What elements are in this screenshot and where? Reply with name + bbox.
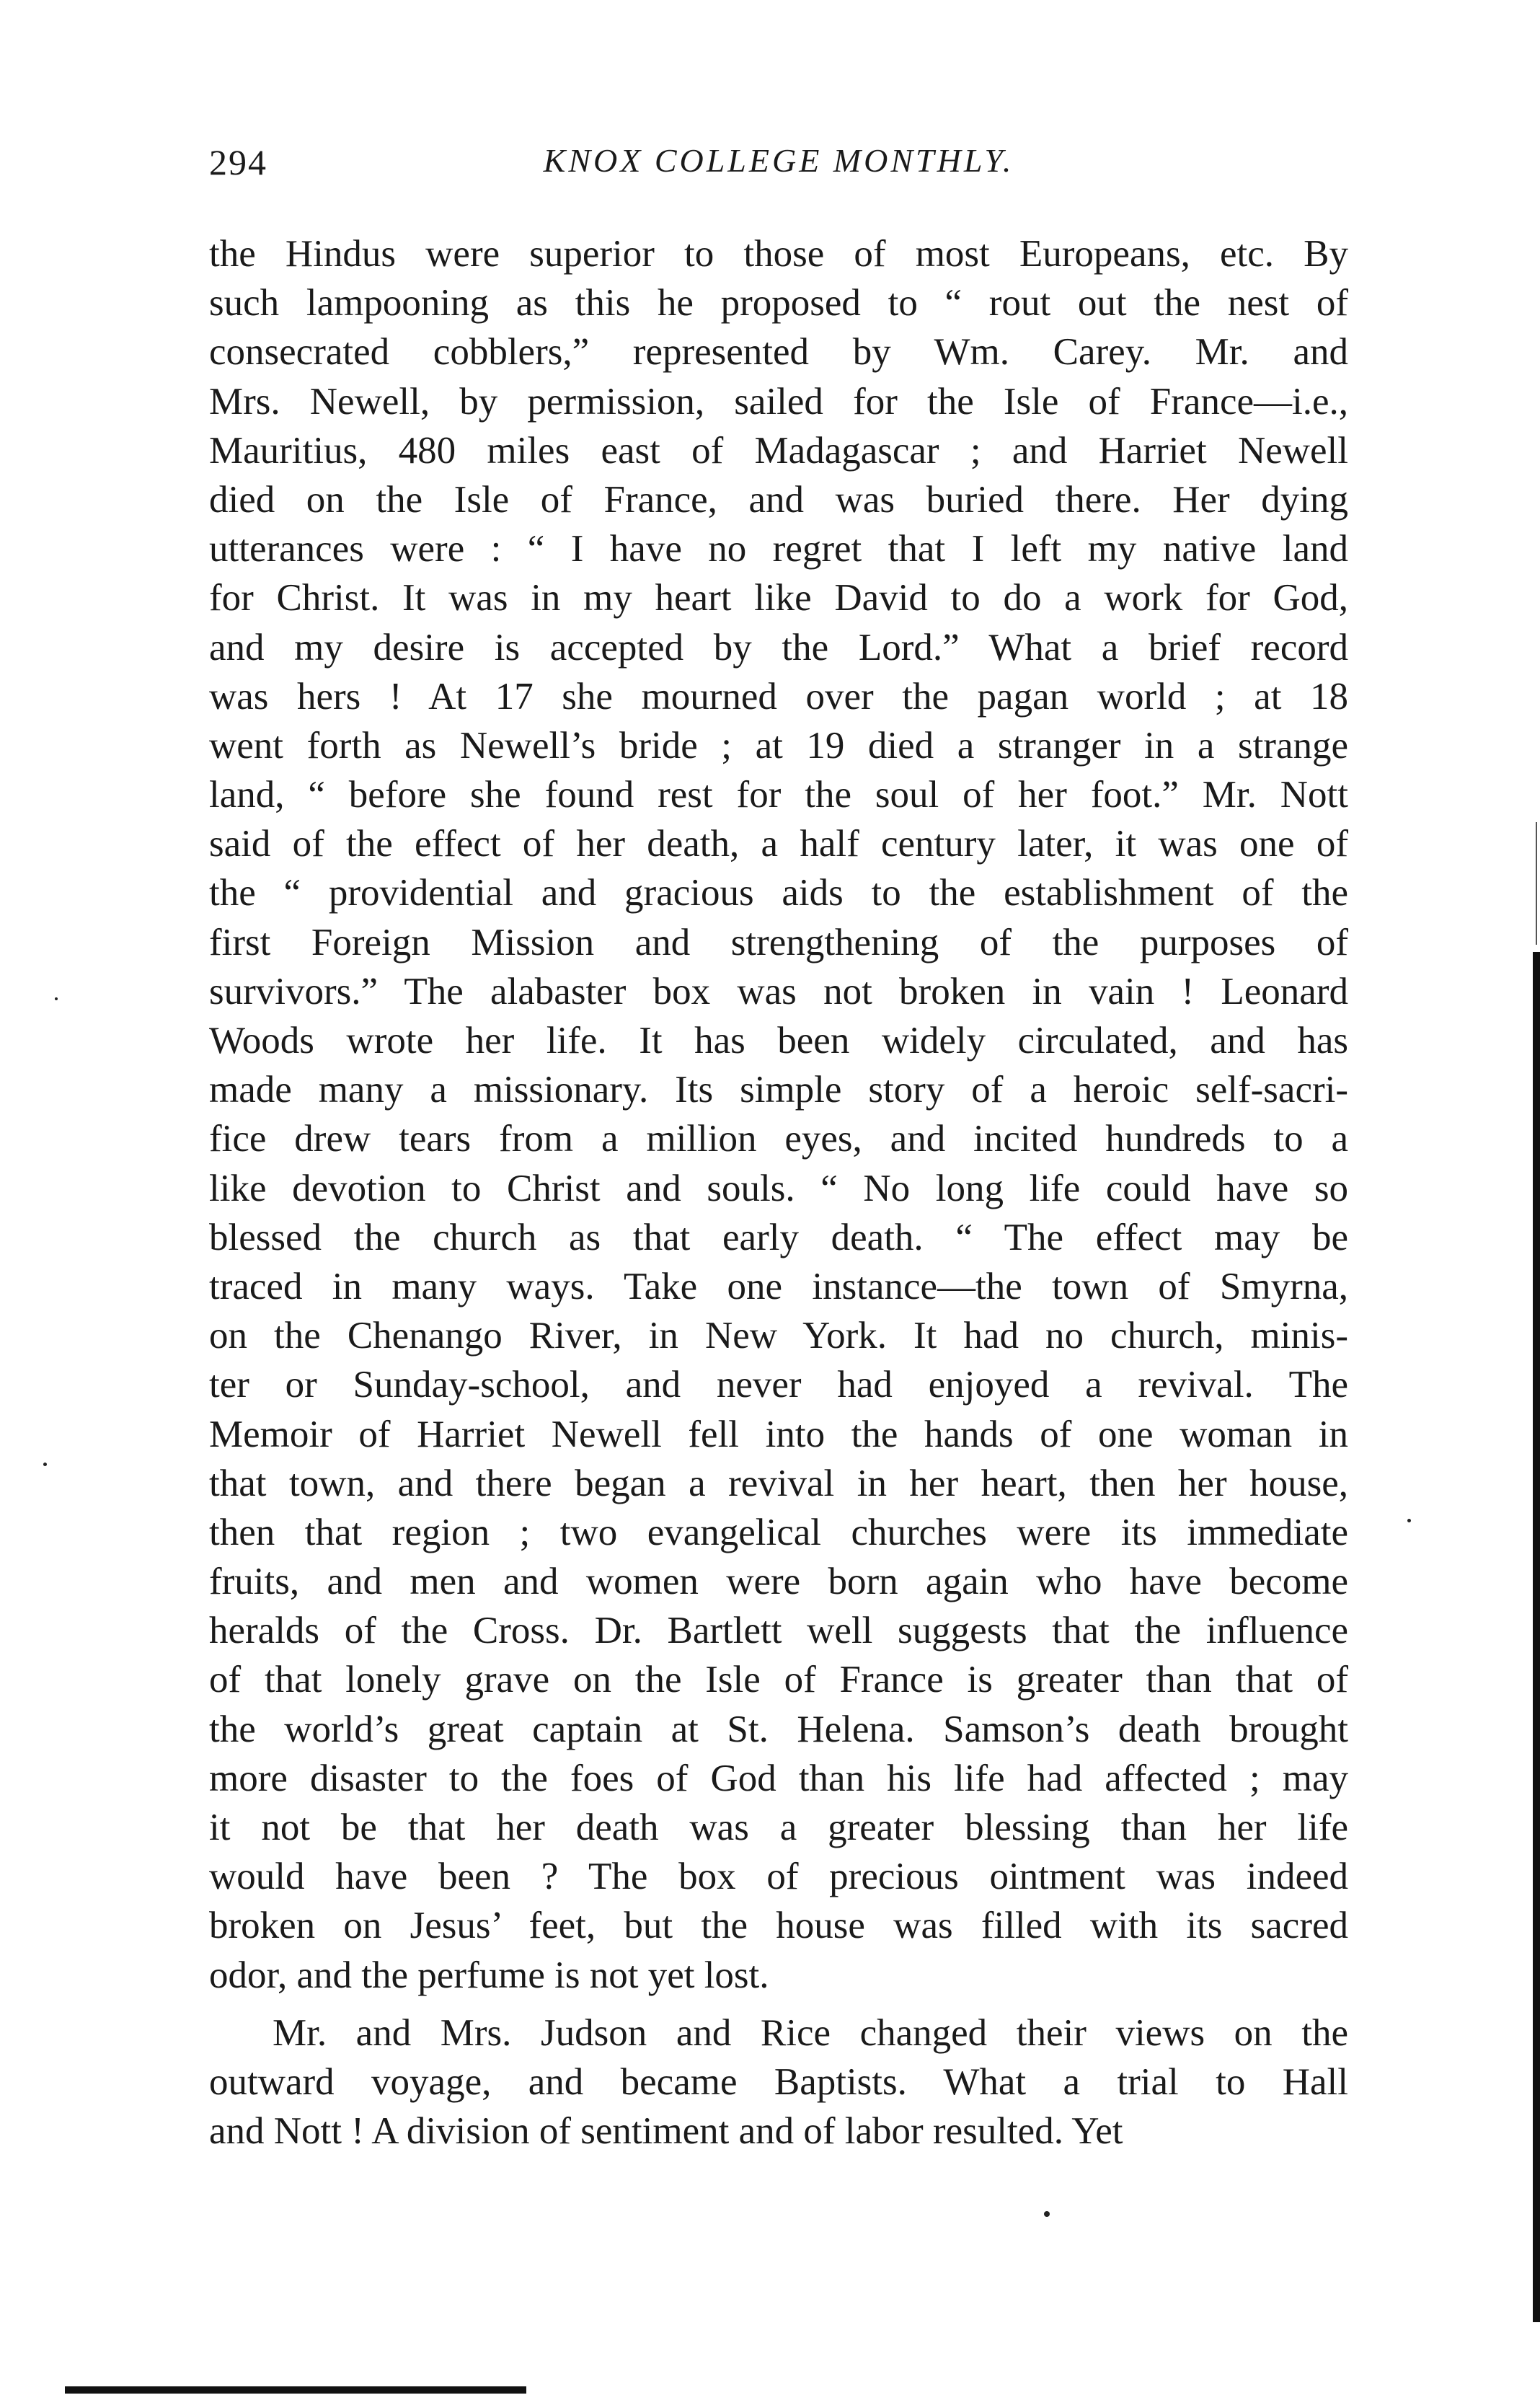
text-line: the Hindus were superior to those of most Europeans, etc. By <box>209 233 1348 275</box>
text-line: land, “ before she found rest for the soul of her foot.” Mr. Nott <box>209 774 1348 816</box>
text-line: the world’s great captain at St. Helena. Samson’s death brought <box>209 1708 1348 1750</box>
page-edge-mark <box>1536 822 1537 945</box>
ink-speck <box>43 1463 47 1466</box>
text-line: fice drew tears from a million eyes, and incited hundreds to a <box>209 1118 1348 1160</box>
text-line: was hers ! At 17 she mourned over the pagan world ; at 18 <box>209 675 1348 718</box>
text-line: utterances were : “ I have no regret that I left my native land <box>209 528 1348 570</box>
text-line: such lampooning as this he proposed to “ rout out the nest of <box>209 282 1348 325</box>
text-line: would have been ? The box of precious ointment was indeed <box>209 1856 1348 1898</box>
body-text <box>209 229 1348 2156</box>
bottom-rule <box>65 2386 526 2394</box>
text-line: on the Chenango River, in New York. It had no church, minis- <box>209 1315 1348 1357</box>
text-line: ter or Sunday-school, and never had enjoyed a revival. The <box>209 1364 1348 1406</box>
running-title: KNOX COLLEGE MONTHLY. <box>543 142 1014 179</box>
text-line: more disaster to the foes of God than his life had affected ; may <box>209 1757 1348 1799</box>
text-line: first Foreign Mission and strengthening of the purposes of <box>209 921 1348 963</box>
text-line: that town, and there began a revival in her heart, then her house, <box>209 1462 1348 1504</box>
text-line: odor, and the perfume is not yet lost. <box>209 1954 769 1996</box>
text-line: died on the Isle of France, and was buried there. Her dying <box>209 478 1348 521</box>
text-line: Mauritius, 480 miles east of Madagascar ; and Harriet Newell <box>209 429 1348 472</box>
ink-speck <box>1044 2211 1050 2217</box>
text-line: said of the effect of her death, a half century later, it was one of <box>209 823 1348 865</box>
ink-speck <box>55 997 58 1000</box>
text-line: of that lonely grave on the Isle of France is greater than that of <box>209 1659 1348 1701</box>
text-line: blessed the church as that early death. “ The effect may be <box>209 1216 1348 1258</box>
text-line: fruits, and men and women were born again who have become <box>209 1561 1348 1603</box>
paragraph <box>209 229 1348 2000</box>
text-line: traced in many ways. Take one instance—the town of Smyrna, <box>209 1265 1348 1307</box>
text-line: survivors.” The alabaster box was not broken in vain ! Leonard <box>209 970 1348 1013</box>
text-line: like devotion to Christ and souls. “ No long life could have so <box>209 1167 1348 1209</box>
text-line: Woods wrote her life. It has been widely circulated, and has <box>209 1020 1348 1062</box>
text-line: heralds of the Cross. Dr. Bartlett well suggests that the influence <box>209 1610 1348 1652</box>
text-line: Mrs. Newell, by permission, sailed for the Isle of France—i.e., <box>209 380 1348 423</box>
text-line: for Christ. It was in my heart like David to do a work for God, <box>209 577 1348 619</box>
page-edge-shadow <box>1533 952 1540 2322</box>
text-line: made many a missionary. Its simple story of a heroic self-sacri- <box>209 1069 1348 1111</box>
paragraph-gap <box>209 2000 1348 2008</box>
text-line: consecrated cobblers,” represented by Wm. Carey. Mr. and <box>209 331 1348 374</box>
page-number: 294 <box>209 142 267 182</box>
page-header <box>209 141 1348 192</box>
text-line: then that region ; two evangelical churches were its immediate <box>209 1511 1348 1553</box>
text-line: it not be that her death was a greater blessing than her life <box>209 1807 1348 1848</box>
text-line: went forth as Newell’s bride ; at 19 died a stranger in a strange <box>209 724 1348 767</box>
text-line: the “ providential and gracious aids to the establishment of the <box>209 872 1348 914</box>
text-line: Mr. and Mrs. Judson and Rice changed their views on the <box>273 2011 1348 2054</box>
paragraph <box>209 2008 1348 2156</box>
text-line: Memoir of Harriet Newell fell into the hands of one woman in <box>209 1413 1348 1455</box>
text-line: broken on Jesus’ feet, but the house was filled with its sacred <box>209 1905 1348 1947</box>
text-line: outward voyage, and became Baptists. What a trial to Hall <box>209 2060 1348 2103</box>
ink-speck <box>1407 1519 1411 1522</box>
text-line: and Nott ! A division of sentiment and of labor resulted. Yet <box>209 2110 1123 2153</box>
text-line: and my desire is accepted by the Lord.” What a brief record <box>209 626 1348 669</box>
